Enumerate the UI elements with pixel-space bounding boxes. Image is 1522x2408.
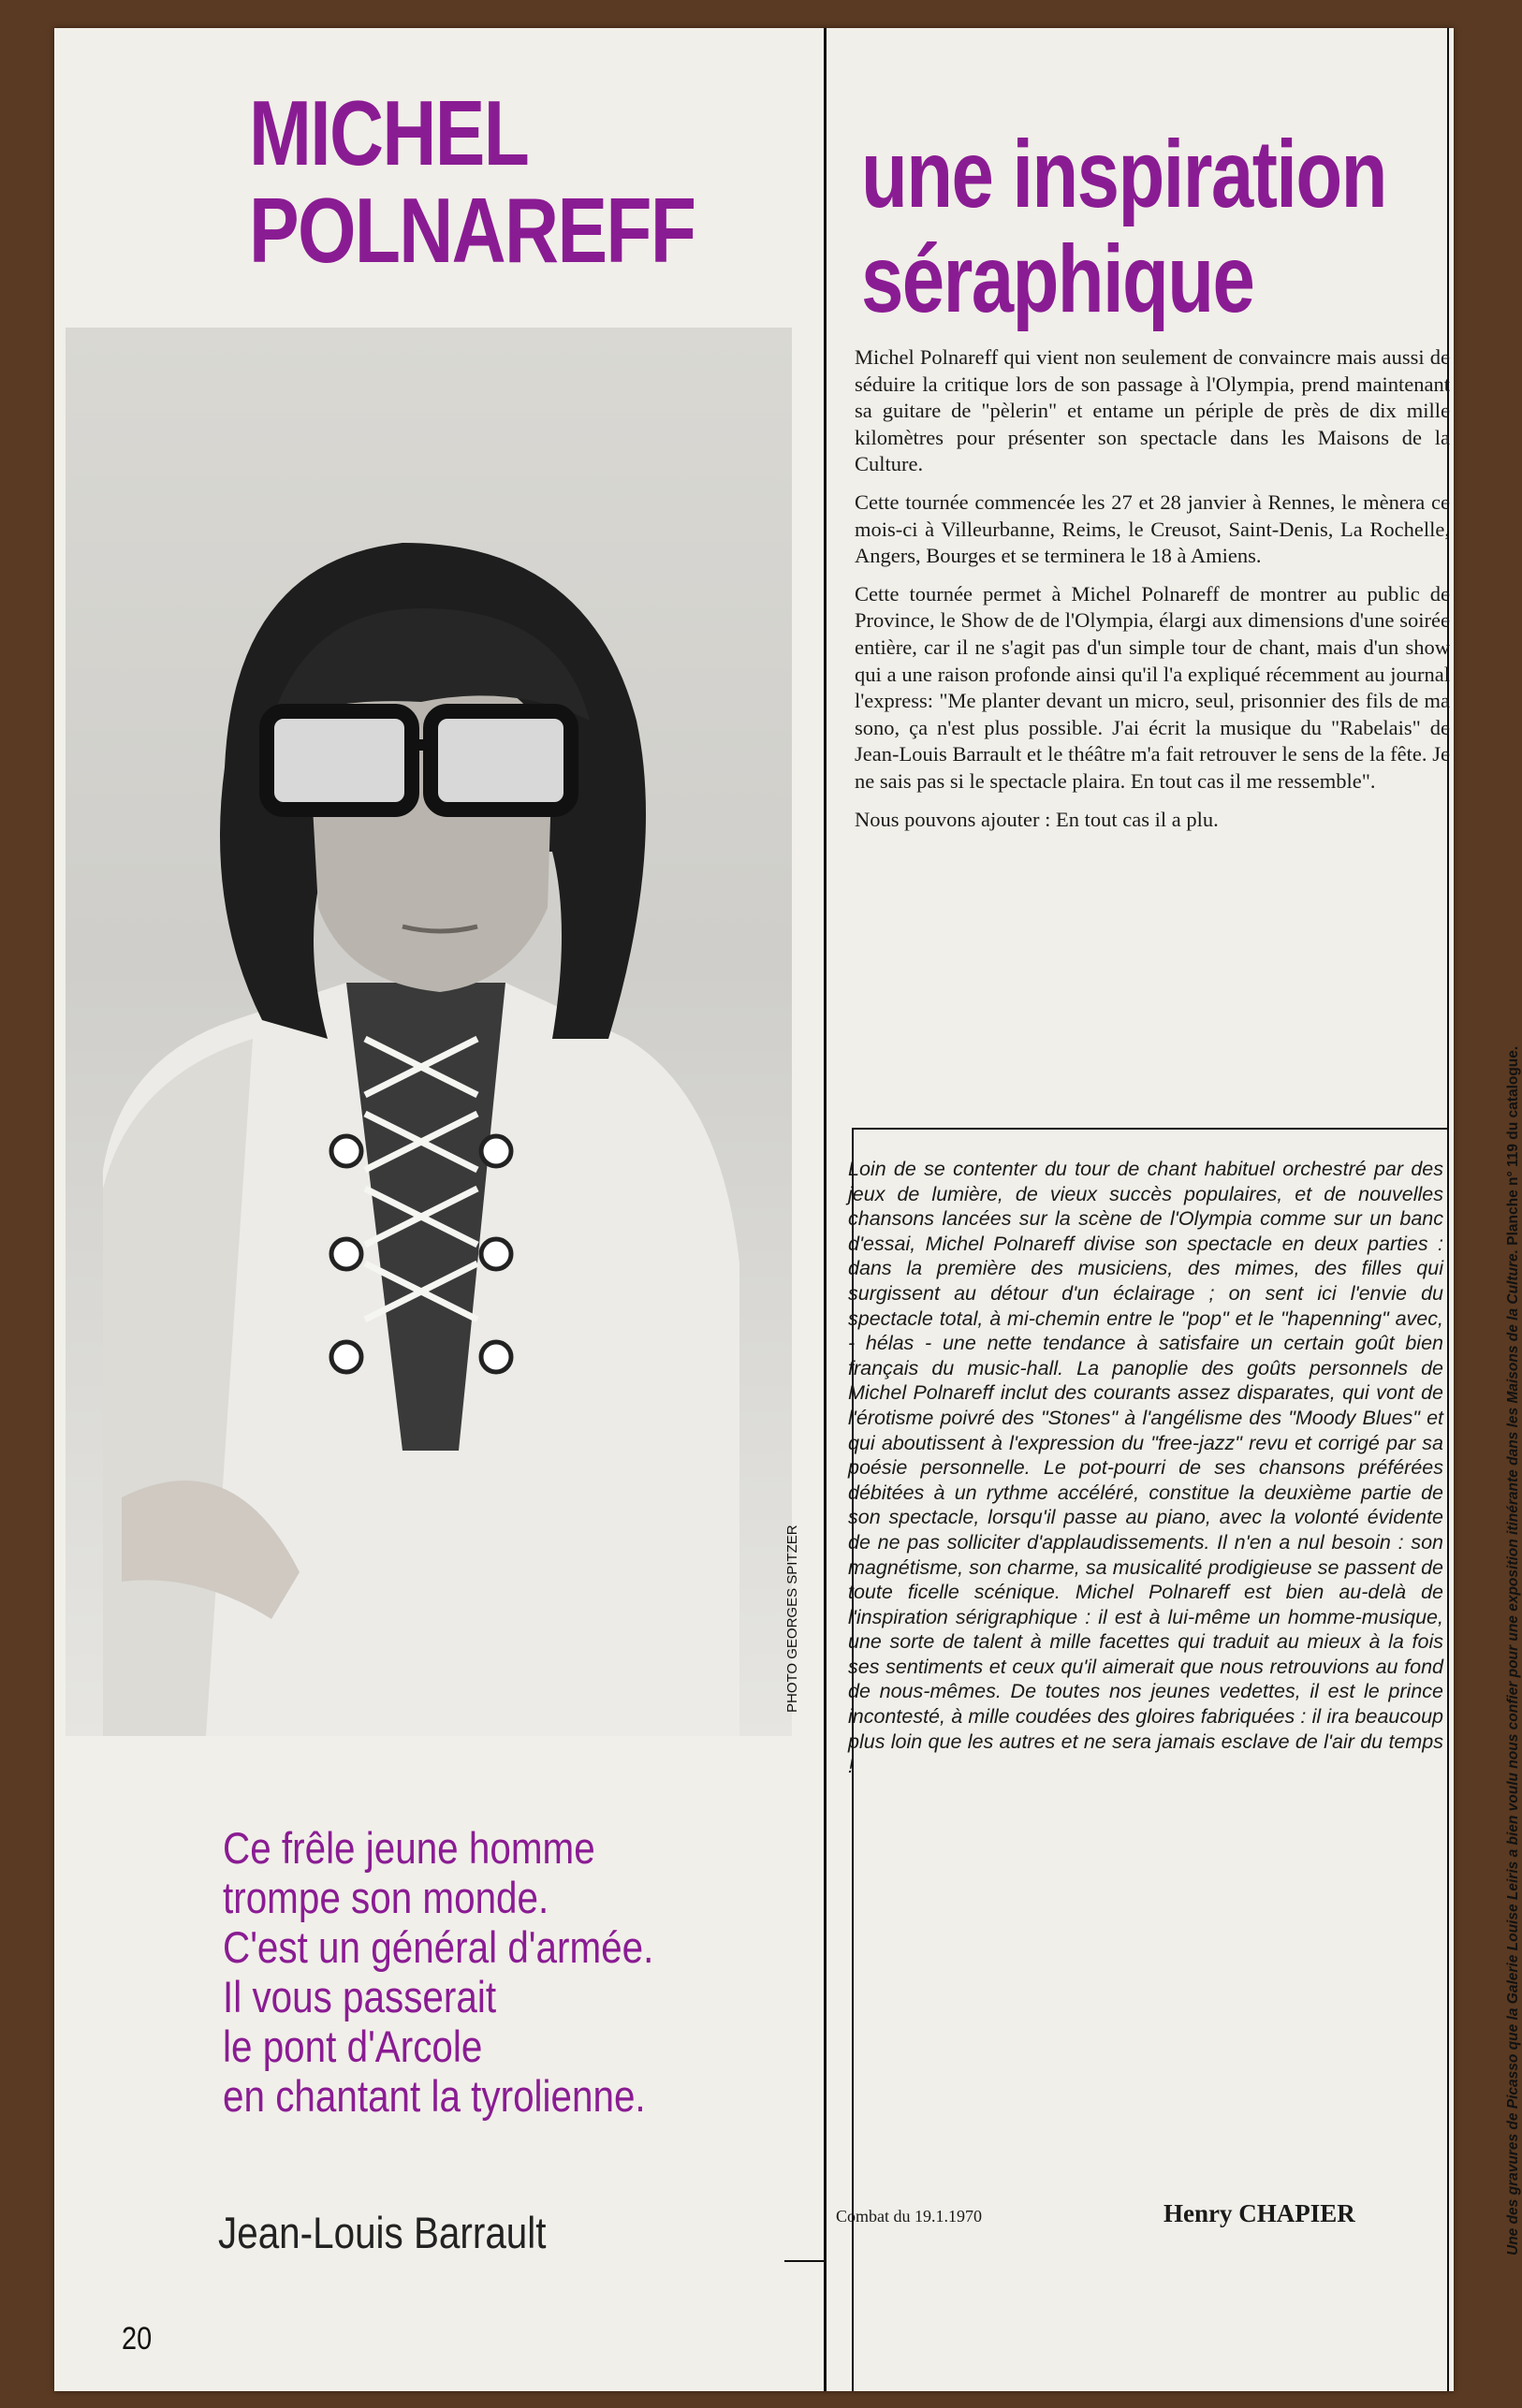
review-bottom-rule (784, 2260, 824, 2262)
magazine-page (54, 28, 1521, 2391)
article-paragraph: Michel Polnareff qui vient non seulement de convaincre mais aussi de séduire la critique lors de son passage à l'Olympia, prend maintenant sa guitare de "pèlerin" et entame un périple de près de dix mille kilomètres pour présenter son spectacle dans les Maisons de la Culture. (855, 345, 1450, 476)
portrait-illustration (66, 328, 792, 1736)
quote-line: en chantant la tyrolienne. (223, 2071, 646, 2121)
side-caption-text: Une des gravures de Picasso que la Galerie Louise Leiris a bien voulu nous confier pour une exposition itinérante dans les Maisons de la Culture. (1505, 1249, 1521, 2255)
quote-line: Il vous passerait (223, 1972, 497, 2021)
article-headline: une inspiration séraphique (861, 121, 1386, 332)
press-review-text: Loin de se contenter du tour de chant habituel orchestré par des jeux de lumière, de vieux succès populaires, et de nouvelles chansons lancées sur la scène de l'Olympia comme sur un banc d'essai, Michel Polnareff divise son spectacle en deux parties : dans la première des musiciens, des mimes, des filles qui surgissent au détour d'un éclairage ; on sent ici l'envie du spectacle total, à mi-chemin entre le "pop" et le "hapenning" avec, - hélas - une nette tendance à satisfaire un certain goût bien français du music-hall. La panoplie des goûts personnels de Michel Polnareff inclut des courants assez disparates, qui vont de l'érotisme poivré des "Stones" à l'angélisme des "Moody Blues" et qui aboutissent à l'expression du "free-jazz" revu et corrigé par sa poésie personnelle. Le pot-pourri de ses chansons préférées débitées à un rythme accéléré, constitue la deuxième partie de son spectacle, lorsqu'il passe au piano, avec la volonté évidente de ne pas solliciter d'applaudissements. Il n'en a nul besoin : son magnétisme, son charme, sa musicalité prodigieuse se passent de toute ficelle scénique. Michel Polnareff est bien au-delà de l'inspiration sérigraphique : il est à lui-même un homme-musique, une sorte de talent à mille facettes qui traduit au mieux à la fois ses sentiments et ceux qu'il aimerait que nous retrouvions au fond de nous-mêmes. De toutes nos jeunes vedettes, il est le prince incontesté, à mille coudées des gloires fabriquées : il ira beaucoup plus loin que les autres et ne sera jamais esclave de l'air du temps ! (848, 1158, 1443, 1778)
side-caption (1505, 1046, 1522, 2255)
quote-block (223, 1823, 722, 2121)
artist-name-title: MICHEL POLNAREFF (249, 81, 695, 282)
review-source: Combat du 19.1.1970 (836, 2207, 982, 2226)
side-caption-plate: Planche n° 119 du catalogue. (1505, 1045, 1521, 1246)
quote-line: C'est un général d'armée. (223, 1922, 654, 1972)
article-body (855, 344, 1450, 844)
quote-line: trompe son monde. (223, 1873, 549, 1922)
review-author: Henry CHAPIER (1163, 2199, 1355, 2227)
section-divider (852, 1128, 1447, 1130)
article-paragraph: Cette tournée commencée les 27 et 28 janvier à Rennes, le mènera ce mois-ci à Villeurbanne, Reims, le Creusot, Saint-Denis, La Rochelle, Angers, Bourges et se terminera le 18 à Amiens. (855, 489, 1450, 568)
left-column-rule (824, 28, 827, 2391)
quote-line: Ce frêle jeune homme (223, 1823, 595, 1873)
portrait-photo (66, 328, 792, 1736)
article-paragraph: Cette tournée permet à Michel Polnareff de montrer au public de Province, le Show de de l'Olympia, élargi aux dimensions d'une soirée entière, car il ne s'agit pas d'un simple tour de chant, mais d'un show qui a une raison profonde ainsi qu'il l'a expliqué récemment au journal l'express: "Me planter devant un micro, seul, prisonnier des fils de ma sono, ça n'est plus possible. J'ai écrit la musique du "Rabelais" de Jean-Louis Barrault et le théâtre m'a fait retrouver le sens de la fête. Je ne sais pas si le spectacle plaira. En tout cas il me ressemble". (855, 581, 1450, 793)
photo-credit: PHOTO GEORGES SPITZER (784, 1525, 800, 1713)
article-paragraph: Nous pouvons ajouter : En tout cas il a plu. (855, 807, 1219, 831)
page-number: 20 (122, 2321, 153, 2357)
quote-line: le pont d'Arcole (223, 2021, 483, 2071)
quote-author: Jean-Louis Barrault (218, 2208, 547, 2257)
